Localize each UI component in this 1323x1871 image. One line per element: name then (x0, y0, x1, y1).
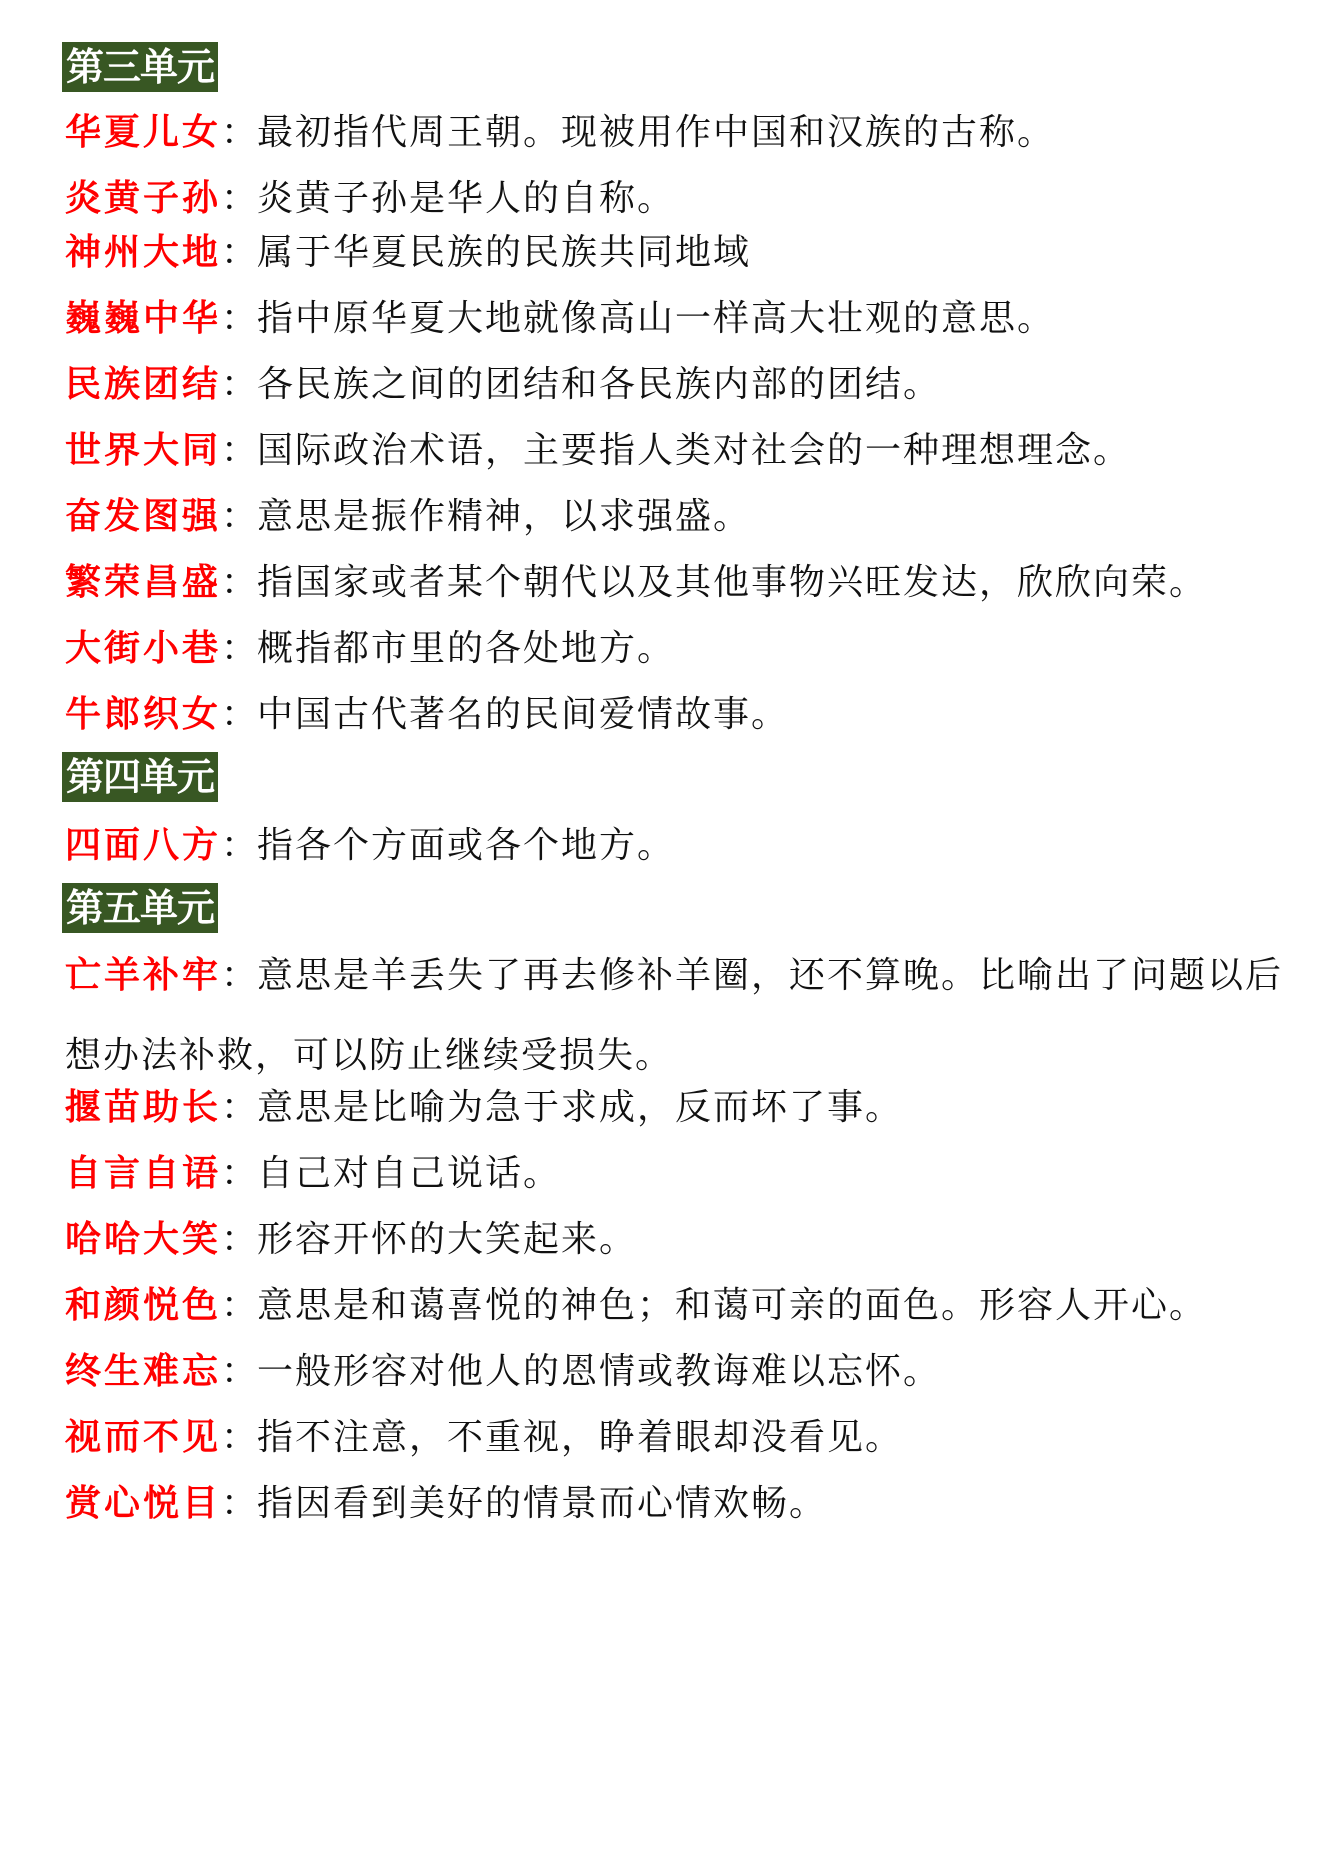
entry-colon: ： (221, 1087, 258, 1128)
entry-colon: ： (221, 562, 258, 603)
entry-definition: 自己对自己说话。 (257, 1153, 562, 1194)
entry-term: 亡羊补牢 (65, 954, 222, 996)
entry-definition: 意思是羊丢失了再去修补羊圈，还不算晚。比喻出了问题以后想办法补救，可以防止继续受损失。 (65, 955, 1284, 1076)
entry-colon: ： (221, 112, 258, 153)
entry-definition: 意思是振作精神，以求强盛。 (257, 496, 752, 537)
entry-colon: ： (221, 1417, 258, 1458)
entry-shangxin-yuemu (65, 1463, 1285, 1544)
entry-colon: ： (221, 825, 258, 866)
entry-term: 揠苗助长 (65, 1086, 222, 1128)
entry-definition: 各民族之间的团结和各民族内部的团结。 (257, 364, 942, 405)
unit-heading-4: 第四单元 (62, 752, 218, 802)
entry-colon: ： (221, 1483, 258, 1524)
entry-term: 赏心悦目 (65, 1482, 222, 1524)
entry-colon: ： (221, 232, 258, 273)
unit-heading-5: 第五单元 (62, 883, 218, 933)
entry-colon: ： (221, 178, 258, 219)
entry-term: 巍巍中华 (65, 297, 222, 339)
entry-colon: ： (221, 1351, 258, 1392)
entry-term: 和颜悦色 (65, 1284, 222, 1326)
entry-definition: 指国家或者某个朝代以及其他事物兴旺发达，欣欣向荣。 (257, 562, 1208, 603)
entry-term: 终生难忘 (65, 1350, 222, 1392)
entry-definition: 炎黄子孙是华人的自称。 (257, 178, 676, 219)
entry-term: 奋发图强 (65, 495, 222, 537)
entry-colon: ： (221, 1219, 258, 1260)
entry-definition: 中国古代著名的民间爱情故事。 (257, 694, 790, 735)
entry-colon: ： (221, 496, 258, 537)
entry-colon: ： (221, 694, 258, 735)
entry-colon: ： (221, 364, 258, 405)
entry-definition: 属于华夏民族的民族共同地域 (257, 232, 752, 273)
entry-definition: 指因看到美好的情景而心情欢畅。 (257, 1483, 828, 1524)
entry-definition: 国际政治术语，主要指人类对社会的一种理想理念。 (257, 430, 1132, 471)
entry-definition: 意思是和蔼喜悦的神色；和蔼可亲的面色。形容人开心。 (257, 1285, 1208, 1326)
entry-term: 哈哈大笑 (65, 1218, 222, 1260)
entry-colon: ： (221, 298, 258, 339)
entry-definition: 指中原华夏大地就像高山一样高大壮观的意思。 (257, 298, 1056, 339)
entry-colon: ： (221, 430, 258, 471)
entry-term: 神州大地 (65, 231, 222, 273)
entry-definition: 指不注意，不重视，睁着眼却没看见。 (257, 1417, 904, 1458)
entry-term: 华夏儿女 (65, 111, 222, 153)
entry-term: 炎黄子孙 (65, 177, 222, 219)
entry-definition: 指各个方面或各个地方。 (257, 825, 676, 866)
entry-definition: 概指都市里的各处地方。 (257, 628, 676, 669)
entry-term: 民族团结 (65, 363, 222, 405)
entry-colon: ： (221, 1285, 258, 1326)
entry-definition: 最初指代周王朝。现被用作中国和汉族的古称。 (257, 112, 1056, 153)
entry-colon: ： (221, 628, 258, 669)
unit-heading-3: 第三单元 (62, 42, 218, 92)
entry-term: 视而不见 (65, 1416, 222, 1458)
entry-term: 四面八方 (65, 824, 222, 866)
entry-term: 世界大同 (65, 429, 222, 471)
entry-term: 大街小巷 (65, 627, 222, 669)
entry-definition: 意思是比喻为急于求成，反而坏了事。 (257, 1087, 904, 1128)
entry-colon: ： (221, 955, 258, 996)
entry-definition: 形容开怀的大笑起来。 (257, 1219, 638, 1260)
entry-term: 自言自语 (65, 1152, 222, 1194)
entry-definition: 一般形容对他人的恩情或教诲难以忘怀。 (257, 1351, 942, 1392)
entry-term: 繁荣昌盛 (65, 561, 222, 603)
entry-term: 牛郎织女 (65, 693, 222, 735)
entry-simian-bafang (65, 805, 1285, 886)
entry-colon: ： (221, 1153, 258, 1194)
entry-niulang-zhinv (65, 674, 1285, 755)
